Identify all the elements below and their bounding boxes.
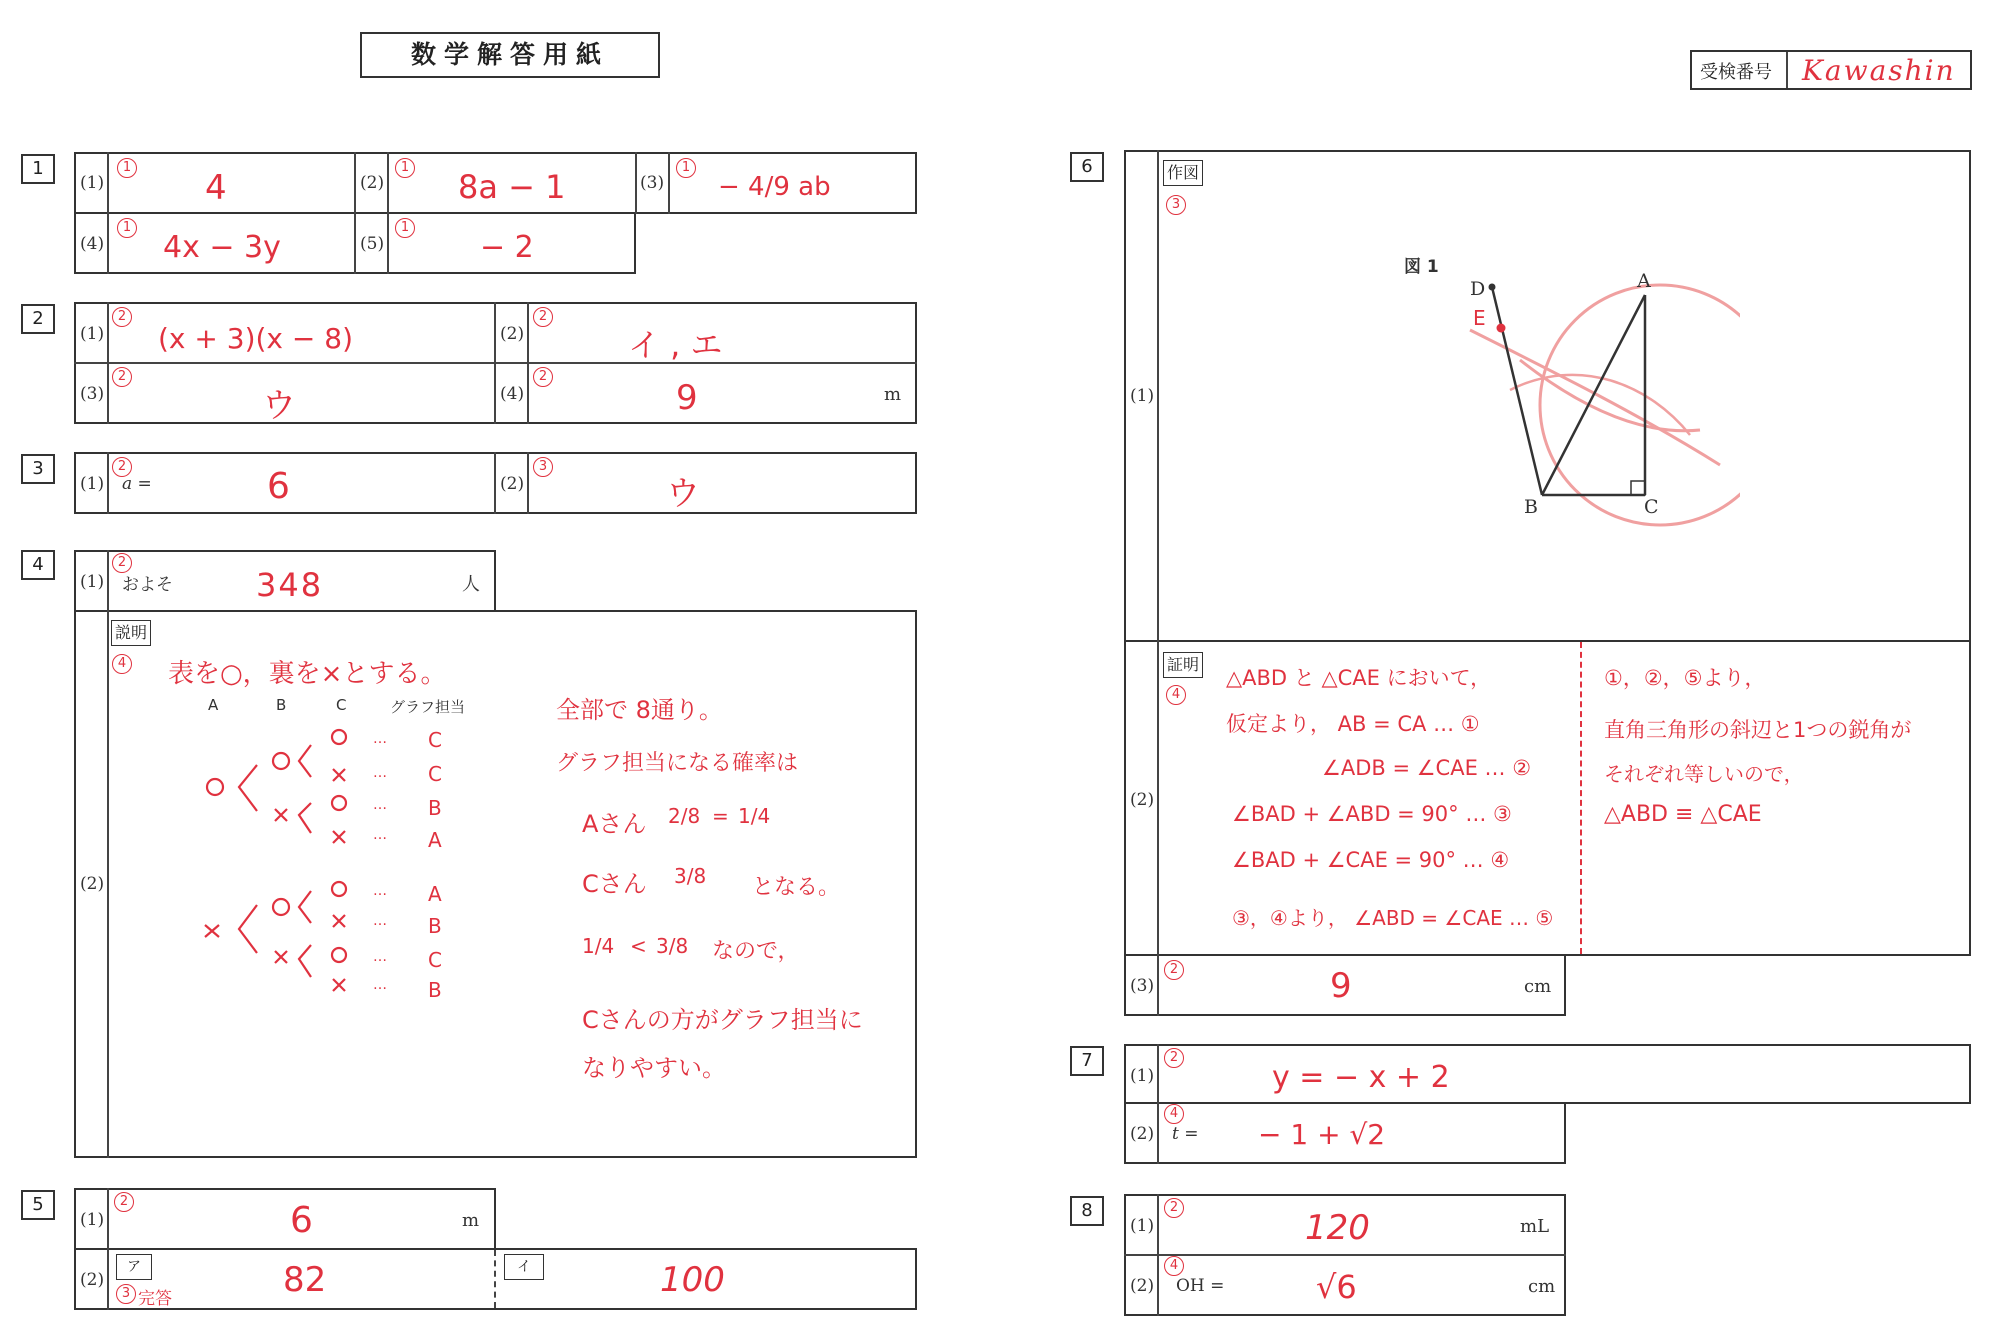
q1-4-points: 1 [117,218,137,238]
q4-2-points: 4 [112,654,132,674]
q4-2-frac-a1: 2/8 [668,804,701,828]
q4-1-points: 2 [112,553,132,573]
q2-3-label: (3) [80,384,105,404]
proof-left-2: 仮定より， AB = CA … ① [1226,712,1480,736]
q7-1-label: (1) [1130,1066,1155,1086]
proof-right-4: △ABD ≡ △CAE [1604,802,1762,827]
proof-right-1: ①，②，⑤より， [1604,666,1766,690]
q5-2-answer-i[interactable]: 100 [660,1260,725,1300]
svg-text:…: … [373,949,387,965]
q6-1-tag: 作図 [1163,160,1203,186]
q2-1-answer[interactable]: (x + 3)(x − 8) [158,322,353,355]
q4-1-label: (1) [80,572,105,592]
q5-2-tag-i: イ [504,1254,544,1280]
point-label-d: D [1470,278,1486,300]
q4-2-frac-c: 3/8 [674,864,707,888]
q1-5-answer[interactable]: − 2 [480,230,534,265]
q4-number: 4 [21,550,55,580]
proof-left-3: ∠ADB = ∠CAE … ② [1322,756,1532,780]
q3-2-answer[interactable]: ウ [666,474,700,514]
q6-number: 6 [1070,152,1104,182]
svg-text:…: … [373,797,387,813]
q8-2-label: (2) [1130,1276,1155,1296]
proof-left-5: ∠BAD + ∠CAE = 90° … ④ [1232,848,1510,872]
construction-circle [1540,285,1740,525]
q2-3-answer[interactable]: ウ [262,386,296,426]
q4-2-right-node: なので， [712,939,800,964]
q4-2-eq: = [712,804,729,828]
q3-1-points: 2 [112,457,132,477]
svg-text:…: … [373,977,387,993]
q7-1-points: 2 [1164,1048,1184,1068]
q1-3-answer[interactable]: − 4/9 ab [718,172,831,202]
tree-result-7: C [428,948,442,972]
point-label-b: B [1524,496,1538,518]
segment-ab [1542,295,1645,495]
q4-1-answer[interactable]: 348 [256,566,324,604]
tree-header-c: C [336,696,347,714]
q4-1-unit: 人 [462,574,480,595]
q6-3-points: 2 [1164,960,1184,980]
title-box [360,32,660,78]
q3-1-label: (1) [80,474,105,494]
svg-text:…: … [373,827,387,843]
q8-1-answer[interactable]: 120 [1305,1208,1370,1248]
q8-number: 8 [1070,1196,1104,1226]
proof-left-1: △ABD と △CAE において， [1226,666,1492,690]
q4-2-cmp2: 3/8 [656,934,689,958]
q3-1-answer[interactable]: 6 [267,466,290,507]
q6-2-tag: 証明 [1163,652,1203,678]
svg-text:…: … [373,731,387,747]
q3-1-prefix: a = [122,474,152,494]
q8-1-points: 2 [1164,1198,1184,1218]
q5-2-divider [494,1250,496,1308]
q2-1-points: 2 [112,307,132,327]
exam-number-label: 受検番号 [1700,62,1772,83]
tree-header-b: B [276,696,287,714]
proof-right-3: それぞれ等しいので， [1604,762,1804,786]
q5-2-label: (2) [80,1270,105,1290]
q1-1-answer[interactable]: 4 [205,168,227,208]
right-angle-mark [1631,481,1645,495]
q5-number: 5 [21,1190,55,1220]
proof-right-2: 直角三角形の斜辺と1つの鋭角が [1604,718,1912,742]
q4-2-label: (2) [80,874,105,894]
q2-3-points: 2 [112,367,132,387]
tree-header-graph: グラフ担当 [390,698,466,716]
q1-5-label: (5) [360,234,385,254]
q8-1-unit: mL [1520,1216,1550,1237]
q6-2-divider [1580,642,1582,954]
q6-3-unit: cm [1524,976,1552,997]
q1-1-label: (1) [80,173,105,193]
tree-result-1: C [428,728,442,752]
q2-2-answer[interactable]: イ , エ [628,326,723,364]
svg-text:…: … [373,883,387,899]
q7-1-box [1124,1044,1971,1104]
tree-result-8: B [428,978,442,1002]
q4-1-prefix: およそ [122,575,173,595]
q4-2-right-naru: となる。 [752,875,841,900]
q5-1-unit: m [462,1210,480,1231]
point-label-e: E [1473,306,1486,330]
q2-1-label: (1) [80,324,105,344]
q7-2-prefix: t = [1172,1124,1199,1144]
q1-1-points: 1 [117,158,137,178]
q4-2-right-2: グラフ担当になる確率は [556,751,799,776]
q6-3-answer[interactable]: 9 [1330,966,1352,1006]
point-label-c: C [1644,496,1659,518]
q6-1-figure-title: 図 1 [1404,257,1439,277]
proof-left-4: ∠BAD + ∠ABD = 90° … ③ [1232,802,1512,826]
q6-2-label: (2) [1130,790,1155,810]
q6-2-points: 4 [1166,685,1186,705]
svg-text:…: … [373,765,387,781]
q2-4-points: 2 [533,367,553,387]
q3-number: 3 [21,454,55,484]
svg-text:…: … [373,913,387,929]
q1-number: 1 [21,154,55,184]
tree-a-o [207,779,223,795]
q5-1-box [74,1188,496,1250]
q1-2-label: (2) [360,173,385,193]
q4-2-tag: 説明 [111,620,151,646]
q4-2-cmp1: 1/4 [582,934,615,958]
q2-2-points: 2 [533,307,553,327]
exam-number-value: Kawashin [1802,54,1956,87]
tree-result-4: A [428,828,442,852]
q2-4-unit: m [884,384,902,405]
exam-number-box[interactable] [1690,50,1972,90]
q1-4-answer[interactable]: 4x − 3y [163,230,281,265]
q4-2-right-3: Cさんの方がグラフ担当に [582,1006,863,1034]
q7-number: 7 [1070,1046,1104,1076]
q4-2-lt: < [630,934,647,958]
q4-2-right-4: なりやすい。 [582,1054,726,1082]
q5-2-tag-a: ア [116,1254,152,1280]
q8-2-points: 4 [1164,1256,1184,1276]
q2-4-answer[interactable]: 9 [676,378,698,418]
tree-header-a: A [208,696,219,714]
q5-2-points: 3 [116,1284,136,1304]
q7-2-answer[interactable]: − 1 + √2 [1258,1118,1386,1151]
q2-4-label: (4) [500,384,525,404]
q1-2-answer[interactable]: 8a − 1 [458,168,566,206]
point-e [1497,324,1506,333]
q7-2-label: (2) [1130,1124,1155,1144]
q1-3-points: 1 [676,158,696,178]
tree-result-2: C [428,762,442,786]
q3-2-points: 3 [533,457,553,477]
tree-result-6: B [428,914,442,938]
q6-1-points: 3 [1166,195,1186,215]
q8-2-prefix: OH = [1176,1276,1225,1296]
tree-diagram [195,715,455,1015]
q1-3-label: (3) [640,173,665,193]
q4-2-right-a: Aさん [582,810,647,838]
q1-2-points: 1 [395,158,415,178]
tree-result-3: B [428,796,442,820]
q7-2-points: 4 [1164,1104,1184,1124]
q5-2-answer-a[interactable]: 82 [283,1260,327,1300]
q3-2-label: (2) [500,474,525,494]
q5-1-points: 2 [114,1192,134,1212]
q4-2-right-c: Cさん [582,870,647,898]
q6-3-label: (3) [1130,976,1155,996]
q5-1-label: (1) [80,1210,105,1230]
tree-result-5: A [428,882,442,906]
q6-1-label: (1) [1130,386,1155,406]
proof-left-6: ③，④より， ∠ABD = ∠CAE … ⑤ [1232,906,1554,930]
q8-2-unit: cm [1528,1276,1556,1297]
point-label-a: A [1637,270,1651,292]
q1-5-points: 1 [395,218,415,238]
q8-2-answer[interactable]: √6 [1316,1268,1357,1306]
q7-1-answer[interactable]: y = − x + 2 [1272,1060,1450,1095]
q5-2-note: 完答 [138,1289,172,1309]
page-title: 数学解答用紙 [410,40,609,69]
q4-2-frac-a2: 1/4 [738,804,771,828]
point-d [1489,284,1496,291]
q8-1-label: (1) [1130,1216,1155,1236]
q5-1-answer[interactable]: 6 [290,1200,313,1241]
q4-2-line1: 表を○，裏を×とする。 [168,659,447,689]
q4-2-right-1: 全部で 8通り。 [556,696,723,724]
q2-2-label: (2) [500,324,525,344]
q1-4-label: (4) [80,234,105,254]
segment-db [1492,287,1542,495]
q2-number: 2 [21,304,55,334]
